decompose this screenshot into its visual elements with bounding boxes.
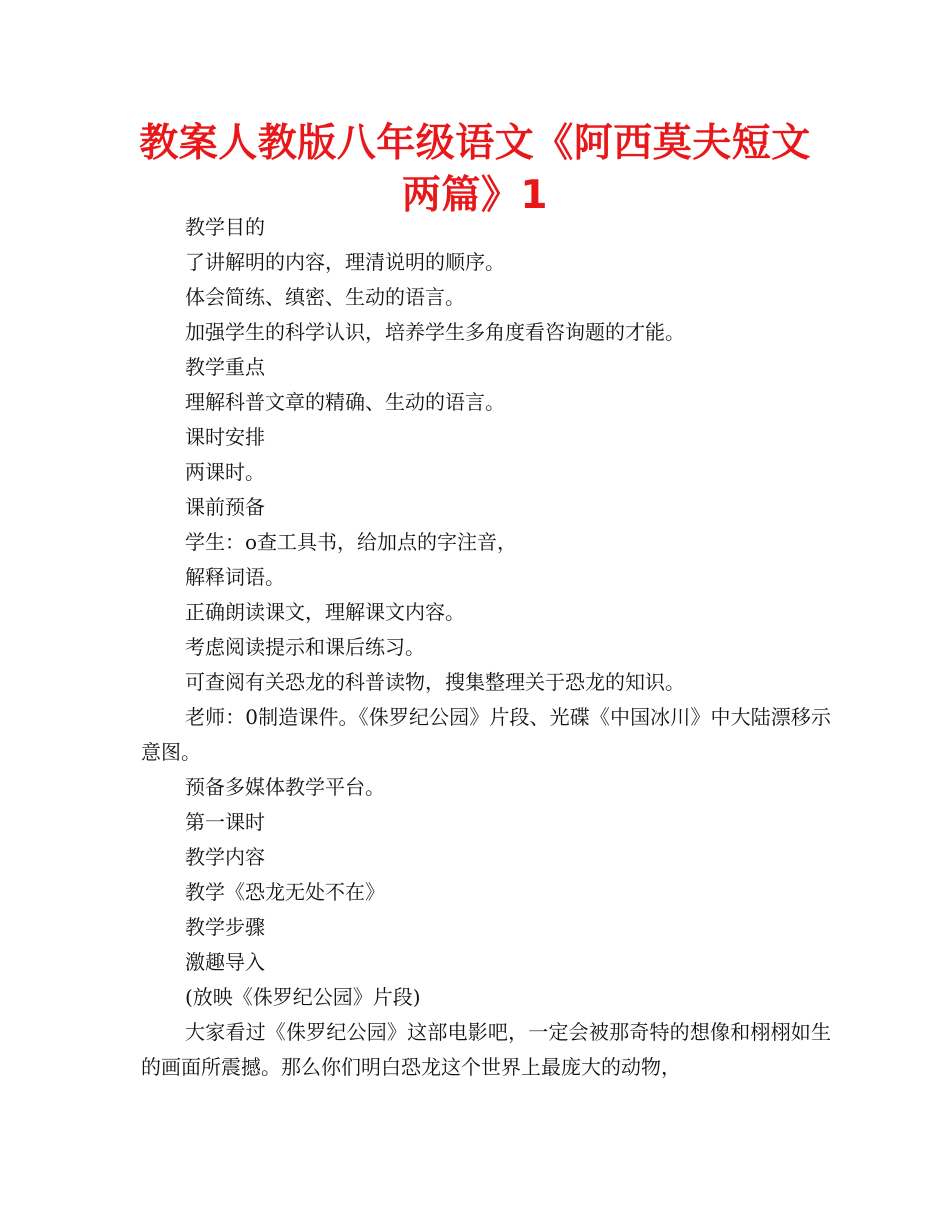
paragraph: 第一课时	[185, 810, 265, 834]
paragraph: 了讲解明的内容，理清说明的顺序。	[185, 250, 505, 274]
paragraph: 教学重点	[185, 355, 265, 379]
paragraph: 加强学生的科学认识，培养学生多角度看咨询题的才能。	[185, 320, 685, 344]
paragraph: 老师：0制造课件。《侏罗纪公园》片段、光碟《中国冰川》中大陆漂移示意图。	[141, 705, 831, 764]
paragraph: 教学目的	[185, 215, 265, 239]
paragraph: 解释词语。	[185, 565, 285, 589]
paragraph: 可查阅有关恐龙的科普读物，搜集整理关于恐龙的知识。	[185, 670, 685, 694]
paragraph: 学生：o查工具书，给加点的字注音，	[185, 530, 518, 554]
paragraph: 教学《恐龙无处不在》	[185, 880, 385, 904]
paragraph: 理解科普文章的精确、生动的语言。	[185, 390, 505, 414]
paragraph: (放映《侏罗纪公园》片段)	[185, 985, 421, 1009]
paragraph: 体会简练、缜密、生动的语言。	[185, 285, 465, 309]
document-title: 教案人教版八年级语文《阿西莫夫短文两篇》1	[139, 121, 811, 218]
paragraph: 考虑阅读提示和课后练习。	[185, 635, 425, 659]
paragraph: 教学内容	[185, 845, 265, 869]
paragraph: 课前预备	[185, 495, 265, 519]
paragraph: 预备多媒体教学平台。	[185, 775, 385, 799]
paragraph: 正确朗读课文，理解课文内容。	[185, 600, 465, 624]
paragraph: 两课时。	[185, 460, 265, 484]
paragraph: 教学步骤	[185, 915, 265, 939]
paragraph: 课时安排	[185, 425, 265, 449]
document-body	[141, 210, 831, 1085]
paragraph: 激趣导入	[185, 950, 265, 974]
paragraph: 大家看过《侏罗纪公园》这部电影吧，一定会被那奇特的想像和栩栩如生的画面所震撼。那么你们明白恐龙这个世界上最庞大的动物，	[141, 1020, 831, 1079]
